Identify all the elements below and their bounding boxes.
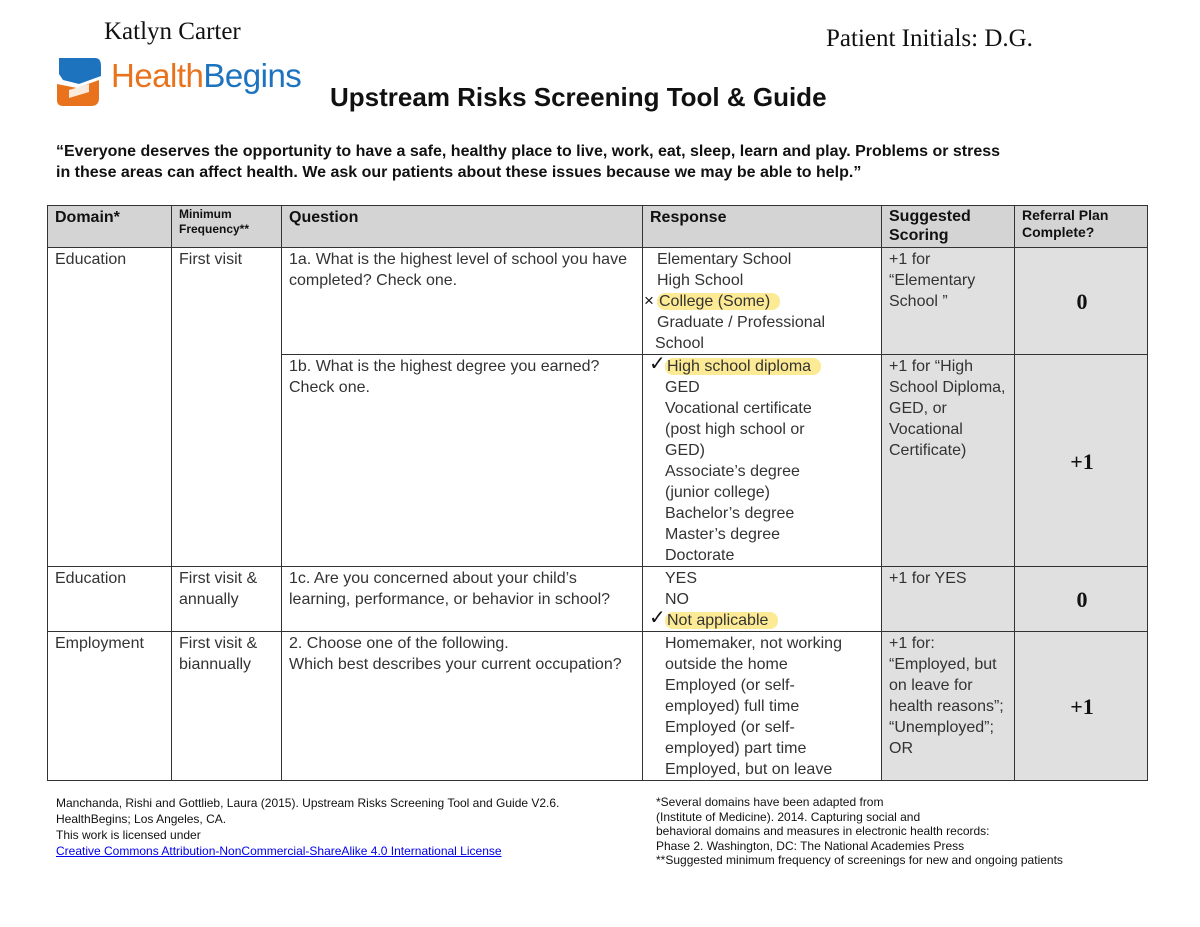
- question-line: Which best describes your current occupation?: [289, 656, 622, 673]
- response-cell: [643, 355, 882, 567]
- response-option-continued: employed) full time: [665, 698, 800, 715]
- table-row: [48, 248, 1148, 355]
- intro-quote: [56, 141, 1156, 183]
- response-option[interactable]: YES: [665, 570, 698, 587]
- response-option-continued: outside the home: [665, 656, 788, 673]
- response-option[interactable]: NO: [665, 591, 689, 608]
- response-option-continued: (junior college): [665, 484, 770, 501]
- selected-highlight: High school diploma: [665, 358, 821, 375]
- scoring-cell: +1 for YES: [882, 567, 1015, 632]
- selected-highlight: Not applicable: [665, 612, 778, 629]
- response-option[interactable]: Graduate / Professional: [657, 314, 826, 331]
- note-line: **Suggested minimum frequency of screenings for new and ongoing patients: [656, 853, 1063, 867]
- header-response: Response: [643, 206, 882, 248]
- question-line: 2. Choose one of the following.: [289, 635, 509, 652]
- response-option[interactable]: Homemaker, not working: [665, 635, 842, 652]
- frequency-cell: First visit & annually: [172, 567, 282, 632]
- scoring-cell: +1 for “High School Diploma, GED, or Vocational Certificate): [882, 355, 1015, 567]
- header-referral: Referral Plan Complete?: [1015, 206, 1148, 248]
- response-option[interactable]: Vocational certificate: [665, 400, 812, 417]
- notes-footer: [656, 795, 1063, 868]
- header-domain: Domain*: [48, 206, 172, 248]
- note-line: *Several domains have been adapted from: [656, 795, 884, 809]
- logo-word-health: Health: [111, 57, 204, 94]
- response-option[interactable]: Bachelor’s degree: [665, 505, 795, 522]
- scoring-cell: +1 for “Elementary School ”: [882, 248, 1015, 355]
- table-row: [48, 632, 1148, 781]
- citation-line: Manchanda, Rishi and Gottlieb, Laura (2015). Upstream Risks Screening Tool and Guide V2.6.: [56, 796, 560, 810]
- response-option[interactable]: Master’s degree: [665, 526, 781, 543]
- response-option-selected[interactable]: [645, 291, 876, 312]
- response-option[interactable]: Employed (or self-: [665, 677, 795, 694]
- response-option[interactable]: High School: [657, 272, 744, 289]
- response-option[interactable]: Associate’s degree: [665, 463, 800, 480]
- selected-highlight: College (Some): [657, 293, 780, 310]
- logo-wordmark: [111, 57, 301, 95]
- citation-footer: [56, 795, 559, 859]
- response-option[interactable]: Doctorate: [665, 547, 735, 564]
- cross-mark-icon: ×: [644, 291, 654, 310]
- score-cell: +1: [1015, 355, 1148, 567]
- response-option-continued: employed) part time: [665, 740, 807, 757]
- response-cell: [643, 567, 882, 632]
- note-line: Phase 2. Washington, DC: The National Academies Press: [656, 838, 965, 853]
- response-option[interactable]: Elementary School: [657, 251, 792, 268]
- response-cell: [643, 632, 882, 781]
- header-scoring: Suggested Scoring: [882, 206, 1015, 248]
- response-option[interactable]: Employed (or self-: [665, 719, 795, 736]
- table-row: [48, 567, 1148, 632]
- response-option[interactable]: GED: [665, 379, 700, 396]
- license-link[interactable]: Creative Commons Attribution-NonCommercial-ShareAlike 4.0 International License: [56, 844, 502, 858]
- response-option-continued: School: [655, 335, 704, 352]
- score-cell: 0: [1015, 567, 1148, 632]
- response-option-selected[interactable]: [649, 353, 876, 377]
- screening-table: [47, 205, 1148, 781]
- frequency-cell: First visit: [172, 248, 282, 567]
- citation-line: HealthBegins; Los Angeles, CA.: [56, 812, 227, 826]
- check-mark-icon: ✓: [649, 607, 666, 629]
- response-option-continued: GED): [665, 442, 705, 459]
- patient-initials: Patient Initials: D.G.: [826, 25, 1033, 52]
- domain-cell: Employment: [48, 632, 172, 781]
- quote-line: in these areas can affect health. We ask our patients about these issues because we may be able to help.”: [56, 164, 862, 181]
- header-question: Question: [282, 206, 643, 248]
- check-mark-icon: ✓: [649, 353, 666, 375]
- question-cell: 1b. What is the highest degree you earned? Check one.: [282, 355, 643, 567]
- table-header-row: [48, 206, 1148, 248]
- logo-word-begins: Begins: [203, 57, 302, 94]
- response-option-continued: (post high school or: [665, 421, 805, 438]
- page-title: Upstream Risks Screening Tool & Guide: [330, 82, 827, 112]
- frequency-cell: First visit & biannually: [172, 632, 282, 781]
- quote-line: “Everyone deserves the opportunity to have a safe, healthy place to live, work, eat, sleep, learn and play. Problems or stress: [56, 143, 1001, 160]
- score-cell: +1: [1015, 632, 1148, 781]
- domain-cell: Education: [48, 567, 172, 632]
- response-cell: [643, 248, 882, 355]
- healthbegins-logo: [55, 54, 305, 110]
- response-option-selected[interactable]: [649, 607, 876, 631]
- domain-cell: Education: [48, 248, 172, 567]
- citation-line: This work is licensed under: [56, 828, 201, 842]
- note-line: behavioral domains and measures in electronic health records:: [656, 824, 990, 838]
- header-frequency: Minimum Frequency**: [172, 206, 282, 248]
- logo-mark-icon: [55, 54, 103, 108]
- question-cell: 1c. Are you concerned about your child’s learning, performance, or behavior in school?: [282, 567, 643, 632]
- question-cell: [282, 632, 643, 781]
- note-line: (Institute of Medicine). 2014. Capturing social and: [656, 809, 921, 824]
- scoring-cell: +1 for: “Employed, but on leave for health reasons”; “Unemployed”; OR: [882, 632, 1015, 781]
- author-name: Katlyn Carter: [104, 18, 241, 45]
- response-option[interactable]: Employed, but on leave: [665, 761, 833, 778]
- question-cell: 1a. What is the highest level of school you have completed? Check one.: [282, 248, 643, 355]
- score-cell: 0: [1015, 248, 1148, 355]
